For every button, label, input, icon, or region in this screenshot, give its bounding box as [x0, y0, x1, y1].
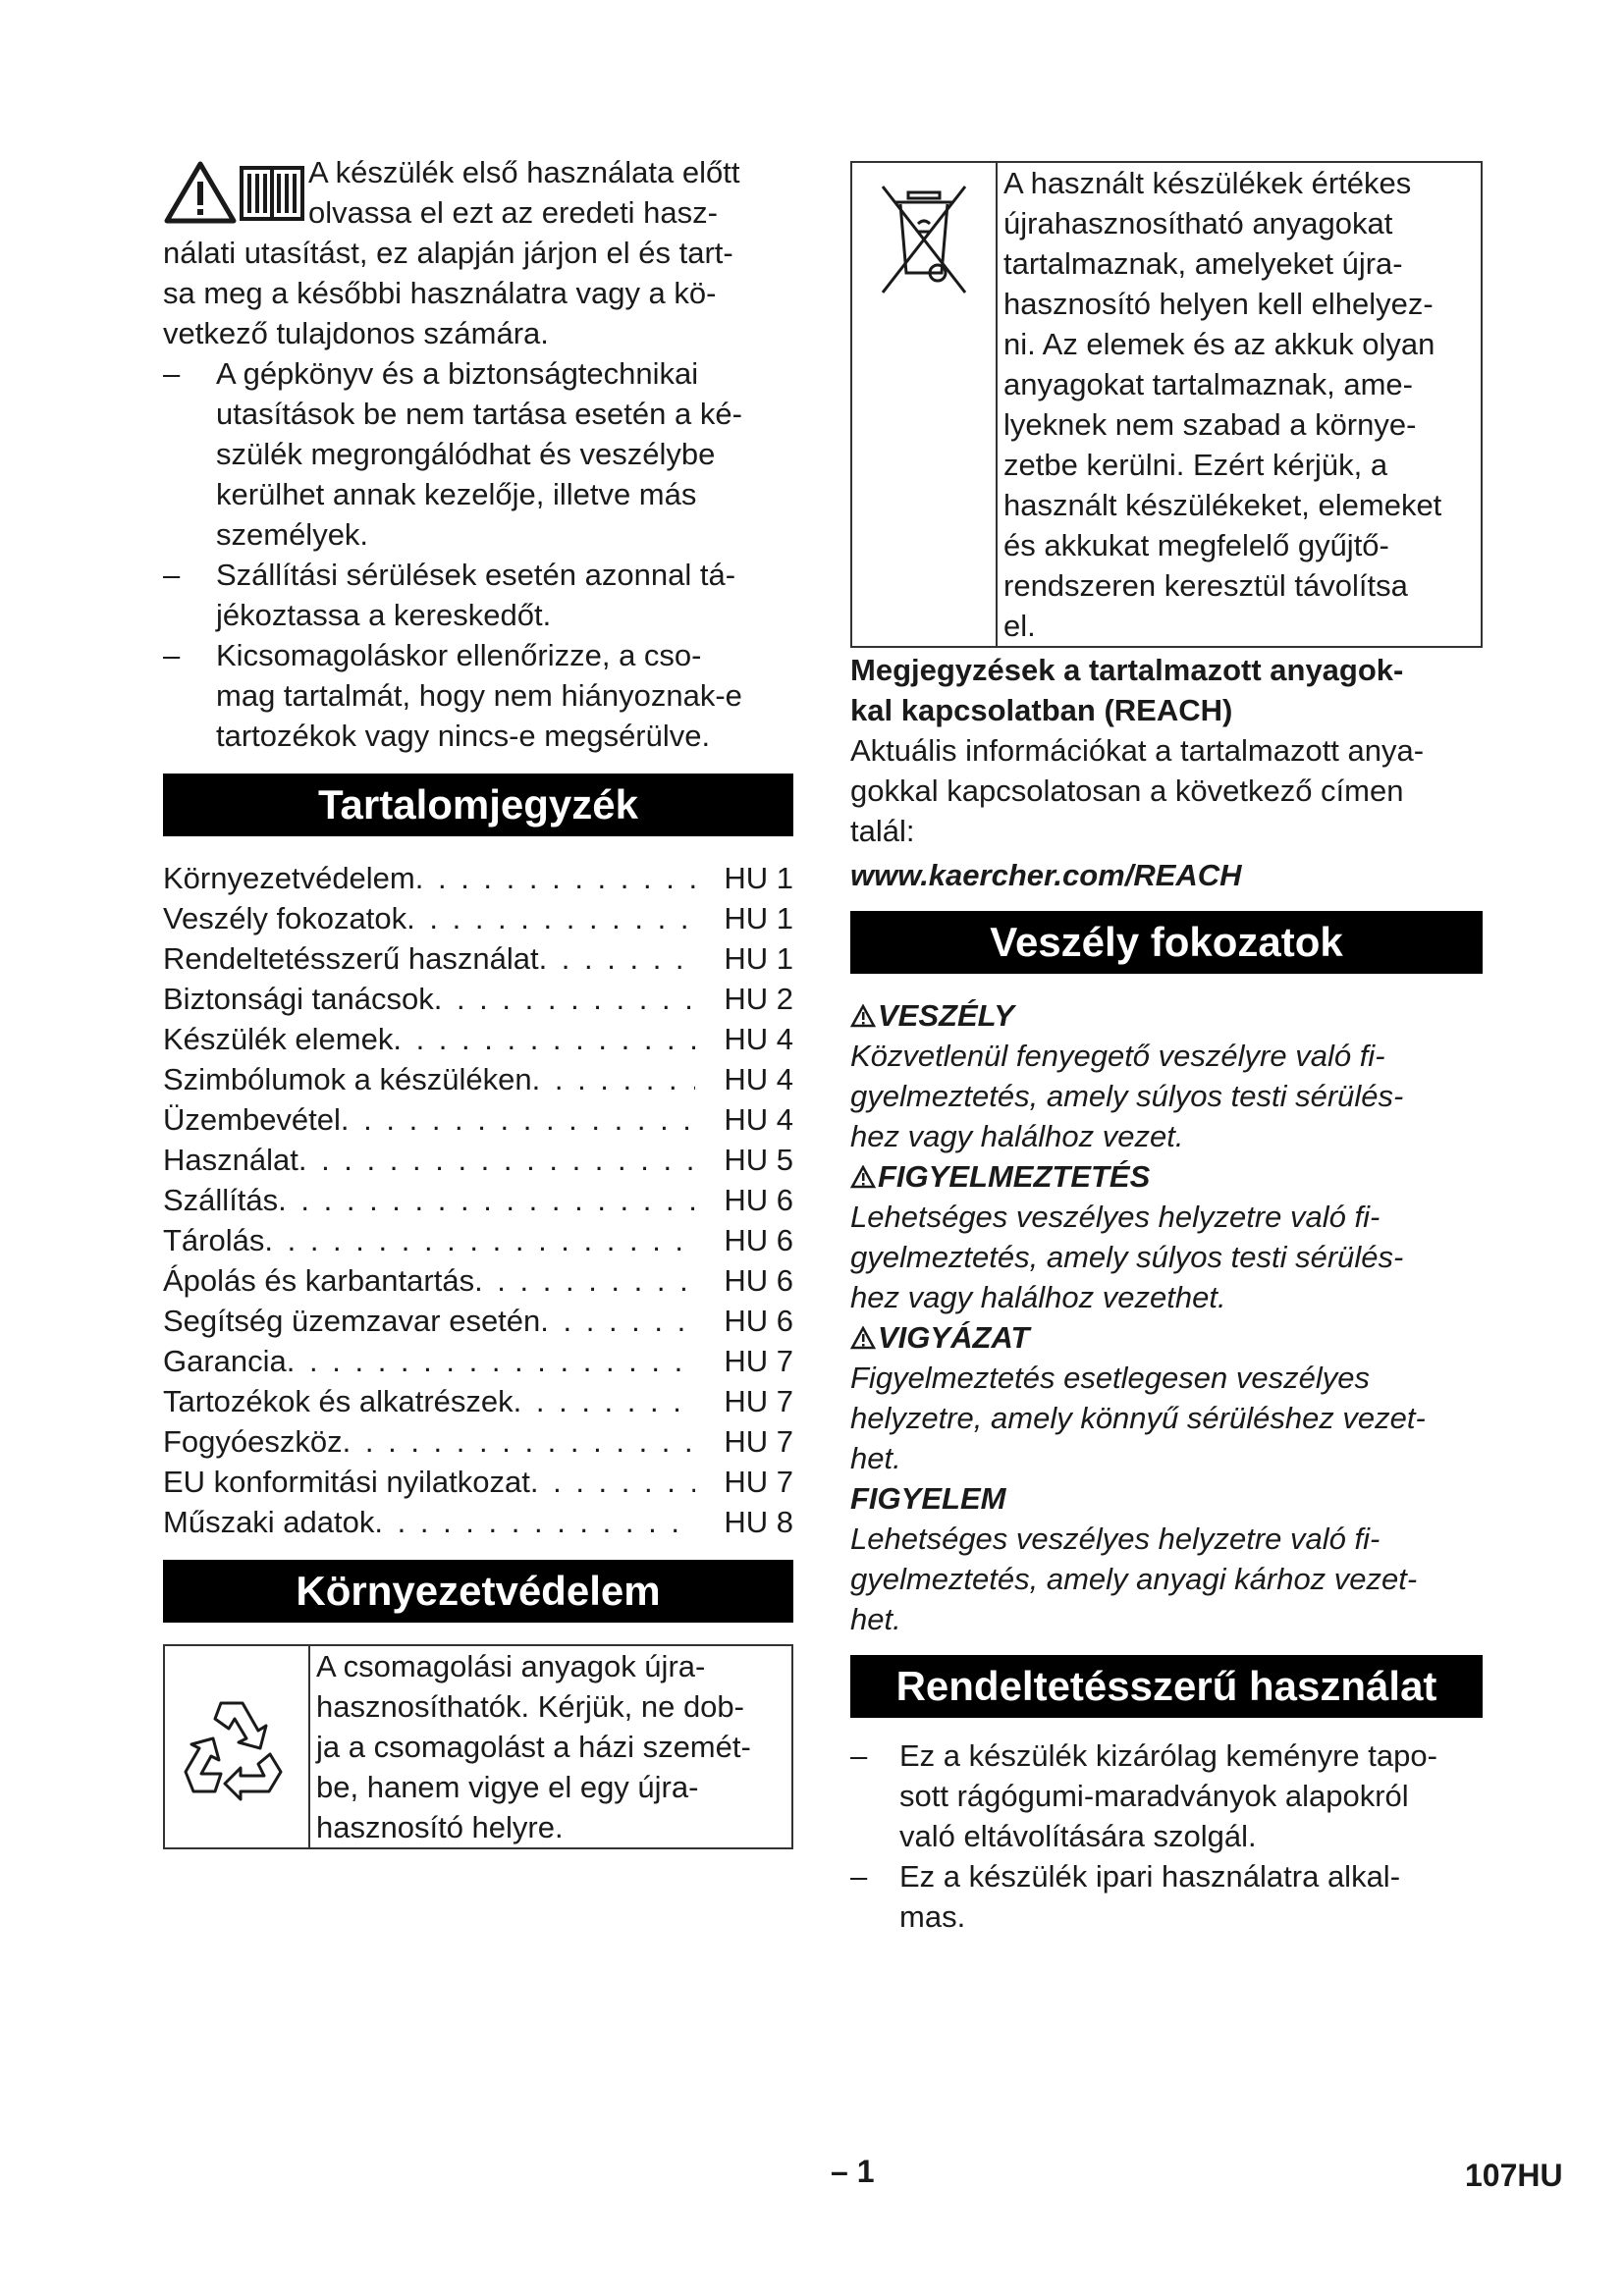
warning-triangle-icon — [850, 1326, 876, 1350]
disposal-box — [850, 161, 1483, 648]
intro-block — [163, 152, 793, 353]
toc-item[interactable]: Segítség üzemzavar esetén . . . HU 6 — [163, 1301, 793, 1341]
warning-triangle-icon — [167, 164, 234, 221]
hazard-heading: Veszély fokozatok — [850, 911, 1483, 974]
crossed-bin-icon-cell — [852, 163, 998, 646]
hazard-label: VESZÉLY — [850, 995, 1483, 1036]
right-column — [850, 161, 1483, 1937]
intended-use-heading: Rendeltetésszerű használat — [850, 1655, 1483, 1718]
toc-item[interactable]: Fogyóeszköz . . . HU 7 — [163, 1421, 793, 1462]
hazard-label: FIGYELMEZTETÉS — [850, 1156, 1483, 1197]
intro-text: A készülék első használata előtt olvassa el ezt az eredeti hasz- nálati utasítást, ez alapján járjon el és tart- sa meg a későbbi használatra vagy a kö- vetkező tulajdonos számára. — [163, 155, 740, 350]
toc-item[interactable]: Ápolás és karbantartás . . . HU 6 — [163, 1260, 793, 1301]
toc-item[interactable]: EU konformitási nyilatkozat . . . HU 7 — [163, 1462, 793, 1502]
toc-item[interactable]: Tartozékok és alkatrészek . . . HU 7 — [163, 1381, 793, 1421]
toc-heading: Tartalomjegyzék — [163, 774, 793, 836]
toc-item[interactable]: Rendeltetésszerű használat . . . HU 1 — [163, 938, 793, 979]
reach-link[interactable]: www.kaercher.com/REACH — [850, 858, 1242, 892]
hazard-label: VIGYÁZAT — [850, 1317, 1483, 1358]
page-number: – 1 — [831, 2154, 875, 2189]
list-item: – Ez a készülék kizárólag keményre tapo- sott rágógumi-maradványok alapokról való eltávolítására szolgál. — [850, 1738, 1437, 1853]
toc-item[interactable]: Szimbólumok a készüléken . . . HU 4 — [163, 1059, 793, 1099]
hazard-description: Lehetséges veszélyes helyzetre való fi- gyelmeztetés, amely anyagi kárhoz vezet- het. — [850, 1522, 1418, 1636]
toc-item[interactable]: Környezetvédelem . . . HU 1 — [163, 858, 793, 898]
toc-item[interactable]: Veszély fokozatok . . . HU 1 — [163, 898, 793, 938]
list-item: – Szállítási sérülések esetén azonnal tá- jékoztassa a kereskedőt. — [163, 558, 736, 632]
toc-item[interactable]: Üzembevétel . . . HU 4 — [163, 1099, 793, 1140]
disposal-text: A használt készülékek értékes újrahasznosítható anyagokat tartalmaznak, amelyeket újra- hasznosító helyen kell elhelyez- ni. Az elemek és az akkuk olyan anyagokat tartalmaznak, ame- lyeknek nem szabad a környe- zetbe kerülni. Ezért kérjük, a használt készülékeket, elemeket és akkukat megfelelő gyűjtő- rendszeren keresztül távolítsa el. — [1003, 166, 1442, 643]
warning-triangle-icon — [850, 1004, 876, 1028]
list-item: – Ez a készülék ipari használatra alkal- mas. — [850, 1859, 1401, 1934]
list-item: – A gépkönyv és a biztonságtechnikai utasítások be nem tartása esetén a ké- szülék megrongálódhat és veszélybe kerülhet annak kezelője, illetve más személyek. — [163, 356, 742, 552]
hazard-level-notice — [850, 1478, 1483, 1639]
hazard-description: Figyelmeztetés esetlegesen veszélyes helyzetre, amely könnyű sérüléshez vezet- het. — [850, 1361, 1426, 1475]
intended-use-bullets — [850, 1735, 1483, 1937]
table-of-contents — [163, 858, 793, 1542]
crossed-bin-icon — [875, 183, 973, 300]
intro-bullets — [163, 353, 793, 756]
recycle-icon-cell — [165, 1646, 310, 1847]
toc-item[interactable]: Használat . . . HU 5 — [163, 1140, 793, 1180]
toc-item[interactable]: Készülék elemek . . . HU 4 — [163, 1019, 793, 1059]
hazard-description: Közvetlenül fenyegető veszélyre való fi- gyelmeztetés, amely súlyos testi sérülés- hez vagy halálhoz vezet. — [850, 1039, 1404, 1153]
intro-icons — [163, 158, 308, 225]
hazard-level-danger — [850, 995, 1483, 1156]
left-column — [163, 152, 793, 1849]
reach-title: Megjegyzések a tartalmazott anyagok- kal kapcsolatban (REACH) — [850, 653, 1404, 727]
warning-triangle-icon — [850, 1165, 876, 1189]
recycle-icon — [182, 1693, 292, 1801]
list-item: – Kicsomagoláskor ellenőrizze, a cso- mag tartalmát, hogy nem hiányoznak-e tartozékok vagy nincs-e megsérülve. — [163, 638, 742, 753]
hazard-level-warning — [850, 1156, 1483, 1317]
manual-book-icon — [242, 168, 302, 219]
toc-item[interactable]: Tárolás . . . HU 6 — [163, 1220, 793, 1260]
environment-text: A csomagolási anyagok újra- hasznosíthatók. Kérjük, ne dob- ja a csomagolást a házi szemét- be, hanem vigye el egy újra- hasznosító helyre. — [316, 1649, 751, 1844]
environment-box — [163, 1644, 793, 1849]
hazard-level-caution — [850, 1317, 1483, 1478]
toc-item[interactable]: Szállítás . . . HU 6 — [163, 1180, 793, 1220]
toc-item[interactable]: Biztonsági tanácsok . . . HU 2 — [163, 979, 793, 1019]
hazard-label: FIGYELEM — [850, 1481, 1006, 1516]
toc-item[interactable]: Műszaki adatok . . . HU 8 — [163, 1502, 793, 1542]
page-code: 107HU — [1465, 2158, 1563, 2193]
hazard-description: Lehetséges veszélyes helyzetre való fi- gyelmeztetés, amely súlyos testi sérülés- hez vagy halálhoz vezethet. — [850, 1200, 1404, 1314]
toc-item[interactable]: Garancia . . . HU 7 — [163, 1341, 793, 1381]
reach-text: Aktuális információkat a tartalmazott anya- gokkal kapcsolatosan a következő címen talál: — [850, 733, 1425, 848]
environment-heading: Környezetvédelem — [163, 1560, 793, 1623]
